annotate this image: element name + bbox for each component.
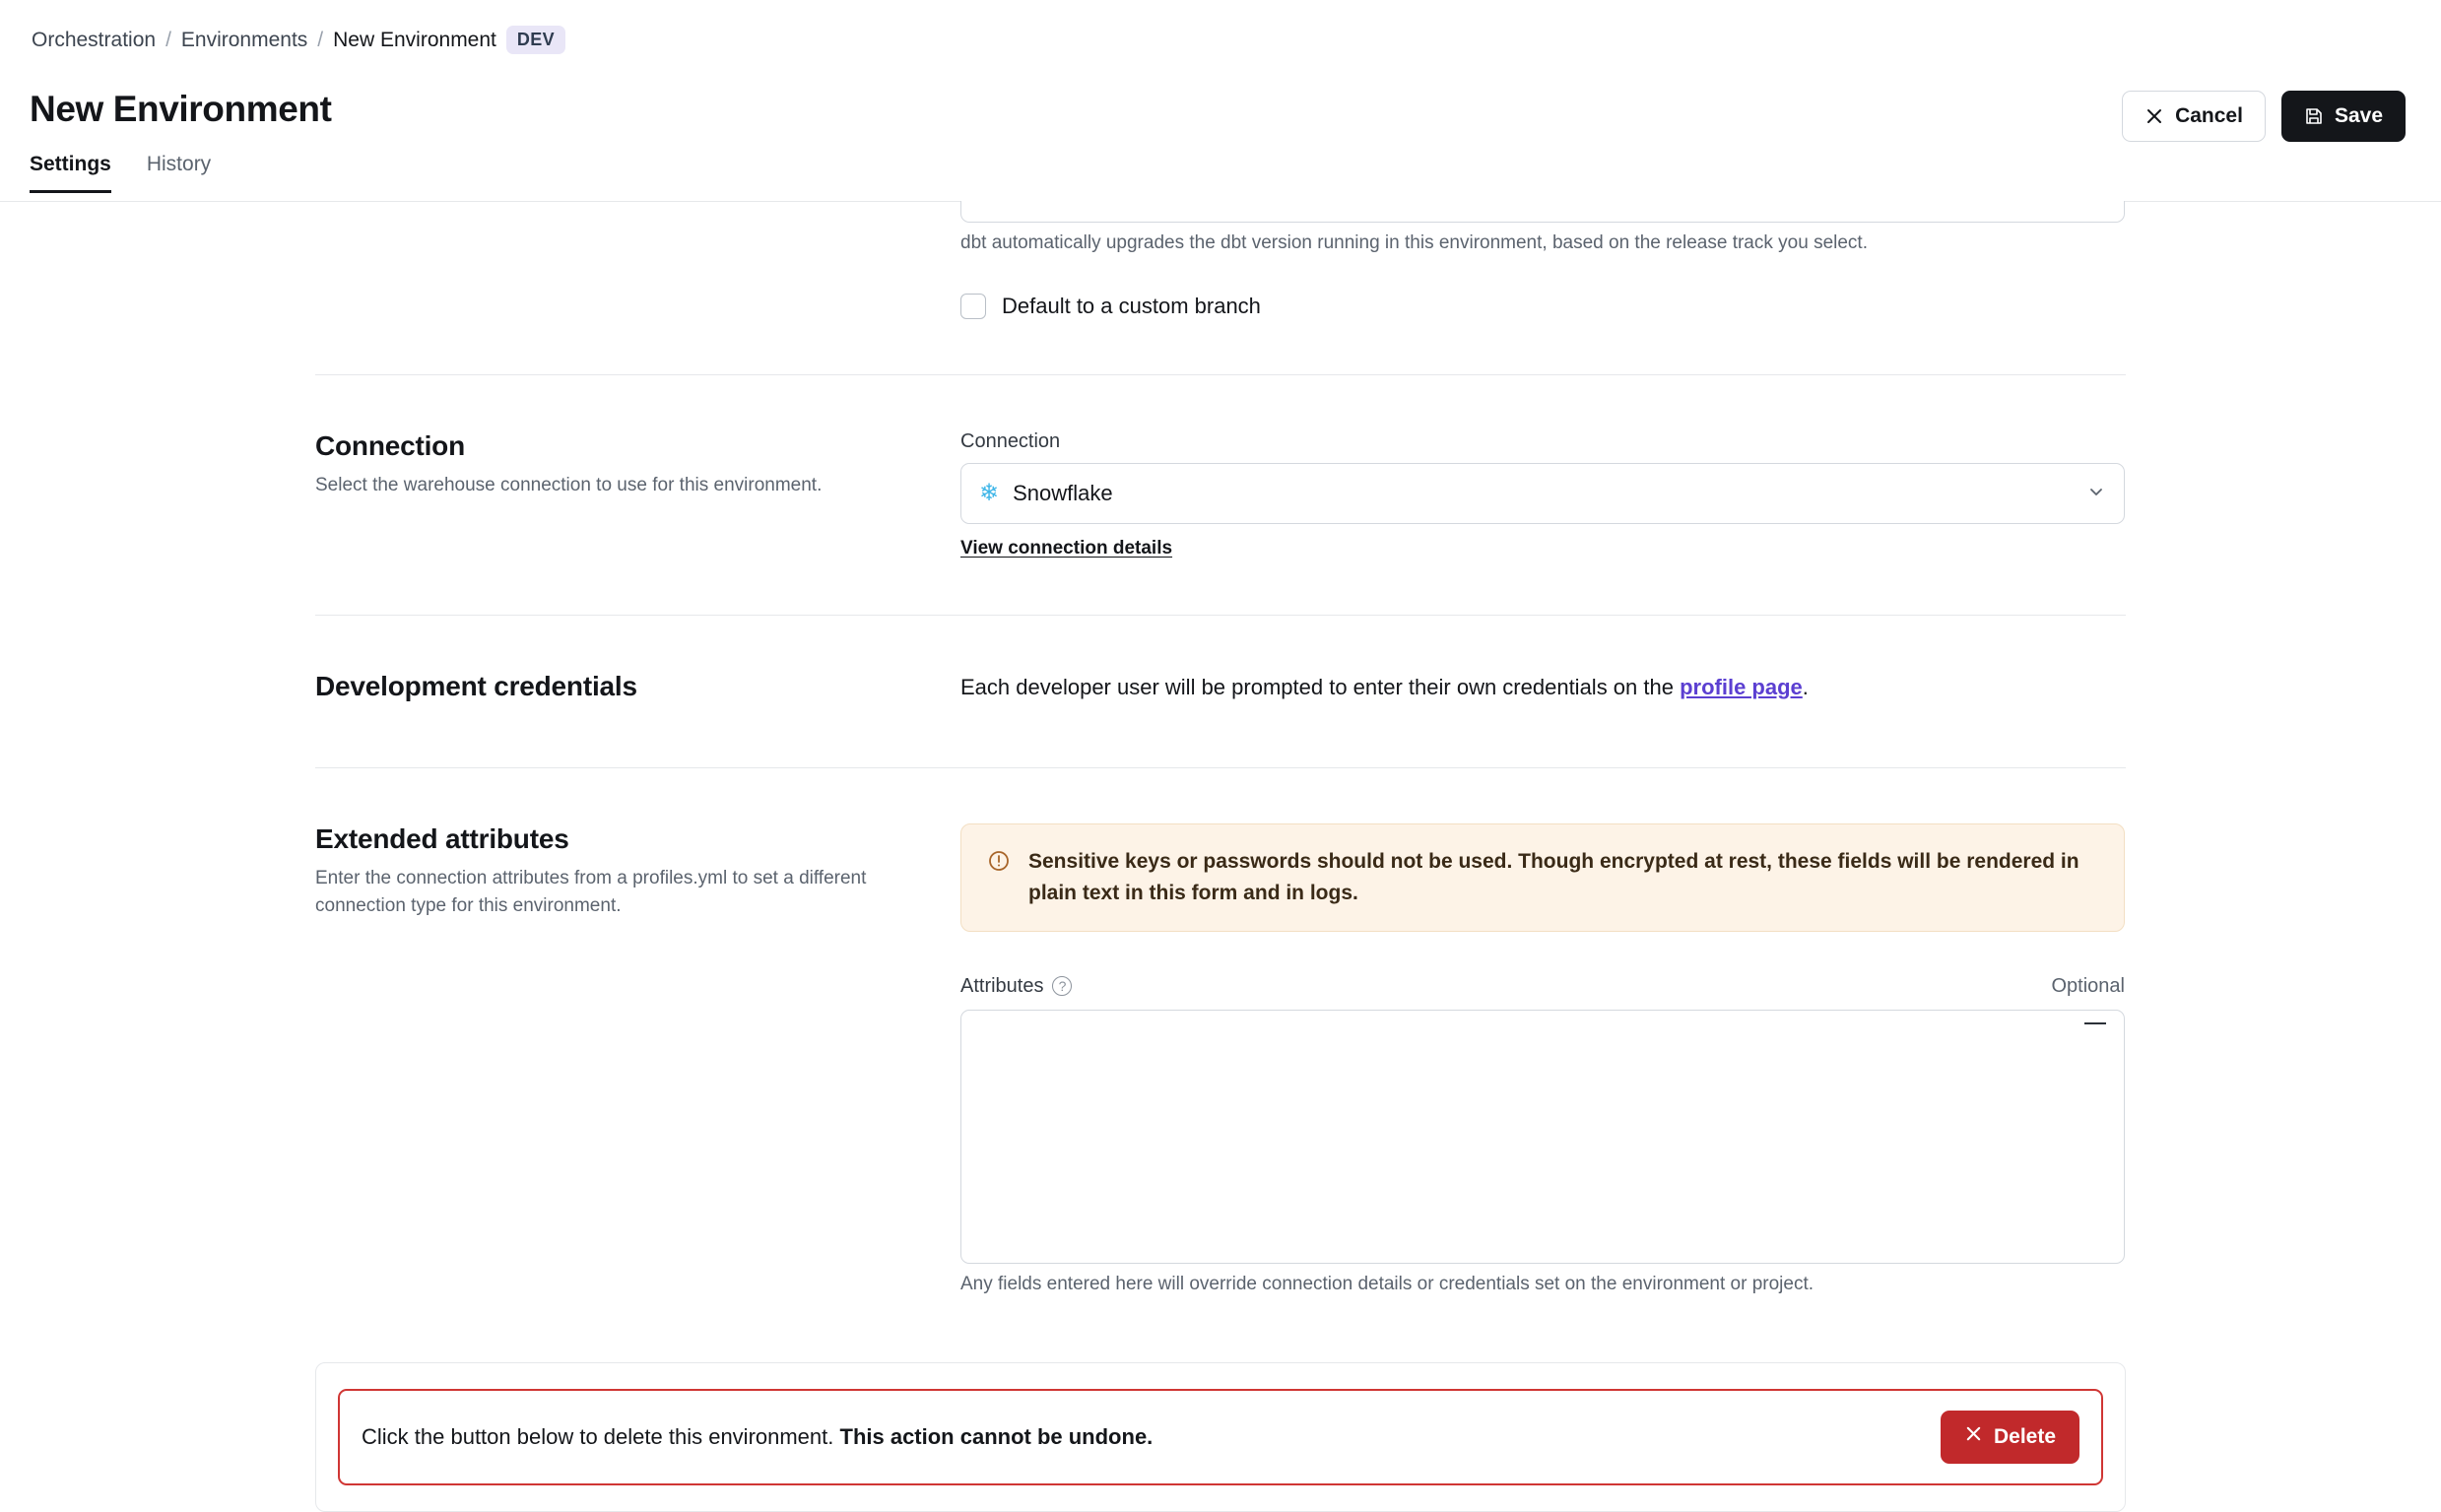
save-button-label: Save <box>2334 104 2383 127</box>
attributes-optional-label: Optional <box>2051 974 2125 997</box>
danger-zone-card <box>315 1362 2126 1512</box>
custom-branch-label: Default to a custom branch <box>1002 294 1261 318</box>
devcred-text-before: Each developer user will be prompted to enter their own credentials on the <box>960 675 1681 699</box>
save-disk-icon <box>2304 106 2324 126</box>
extended-attributes-section <box>0 768 2441 1319</box>
tab-bar <box>30 153 211 193</box>
delete-environment-button[interactable] <box>1941 1411 2079 1464</box>
devcred-left-col <box>315 671 960 712</box>
devcred-description <box>960 671 2125 703</box>
cancel-button[interactable] <box>2122 91 2266 142</box>
extattr-right-col <box>960 823 2125 1295</box>
settings-content <box>0 201 2441 1449</box>
breadcrumb-item-orchestration[interactable]: Orchestration <box>32 28 157 51</box>
development-credentials-section <box>0 616 2441 767</box>
danger-zone-text-bold: This action cannot be undone. <box>839 1423 1154 1449</box>
breadcrumb <box>32 26 565 54</box>
close-icon <box>2144 106 2164 126</box>
connection-section <box>0 375 2441 615</box>
close-icon <box>1964 1424 1983 1449</box>
danger-zone-text-before: Click the button below to delete this environment. <box>362 1423 840 1449</box>
snowflake-icon: ❄ <box>979 480 1000 506</box>
danger-zone-text <box>362 1424 1153 1450</box>
delete-button-label: Delete <box>1993 1424 2056 1448</box>
save-button[interactable] <box>2281 91 2406 142</box>
connection-section-desc: Select the warehouse connection to use for this environment. <box>315 475 823 495</box>
custom-branch-checkbox[interactable] <box>960 294 986 319</box>
devcred-right-col <box>960 671 2125 712</box>
header-actions <box>2122 91 2406 142</box>
release-track-help: dbt automatically upgrades the dbt version running in this environment, based on the release track you select. <box>960 232 1868 253</box>
cancel-button-label: Cancel <box>2175 104 2243 127</box>
tab-history[interactable]: History <box>146 153 212 175</box>
extattr-section-desc: Enter the connection attributes from a profiles.yml to set a different connection type for this environment. <box>315 868 867 916</box>
extattr-left-col <box>315 823 960 1295</box>
connection-field-label: Connection <box>960 430 1061 452</box>
warning-circle-icon <box>987 849 1011 878</box>
release-track-select[interactable] <box>960 201 2125 223</box>
attributes-label <box>960 975 1072 998</box>
sensitive-keys-warning <box>960 823 2125 932</box>
extattr-section-title: Extended attributes <box>315 823 569 854</box>
attributes-label-text: Attributes <box>960 974 1044 997</box>
sensitive-keys-warning-text: Sensitive keys or passwords should not be used. Though encrypted at rest, these fields will be rendered in plain text in this form and in logs. <box>1028 850 2079 904</box>
danger-zone-inner <box>338 1389 2103 1485</box>
devcred-text-after: . <box>1802 675 1809 699</box>
connection-section-title: Connection <box>315 430 465 461</box>
view-connection-details-link[interactable]: View connection details <box>960 538 1173 559</box>
connection-left-col <box>315 430 960 559</box>
collapse-minus-icon[interactable] <box>2084 1022 2106 1024</box>
connection-right-col <box>960 430 2125 559</box>
breadcrumb-separator: / <box>165 28 171 51</box>
chevron-down-icon <box>2086 482 2106 506</box>
tab-settings[interactable]: Settings <box>30 153 111 193</box>
devcred-section-title: Development credentials <box>315 671 637 701</box>
general-right-col <box>960 201 2125 319</box>
custom-branch-row[interactable] <box>960 294 2125 319</box>
breadcrumb-item-current: New Environment <box>333 28 496 51</box>
profile-page-link[interactable]: profile page <box>1680 675 1803 699</box>
connection-select[interactable] <box>960 463 2125 524</box>
attributes-help-text: Any fields entered here will override connection details or credentials set on the environment or project. <box>960 1273 1814 1294</box>
breadcrumb-separator: / <box>317 28 324 51</box>
attributes-textarea[interactable] <box>960 1010 2125 1264</box>
general-left-col <box>315 201 960 319</box>
attributes-header <box>960 975 2125 998</box>
general-section <box>0 201 2441 374</box>
page-title: New Environment <box>30 89 332 129</box>
connection-select-value: Snowflake <box>1013 481 1113 505</box>
status-badge-dev: DEV <box>506 26 565 54</box>
help-icon[interactable]: ? <box>1052 976 1072 996</box>
breadcrumb-item-environments[interactable]: Environments <box>180 28 308 51</box>
